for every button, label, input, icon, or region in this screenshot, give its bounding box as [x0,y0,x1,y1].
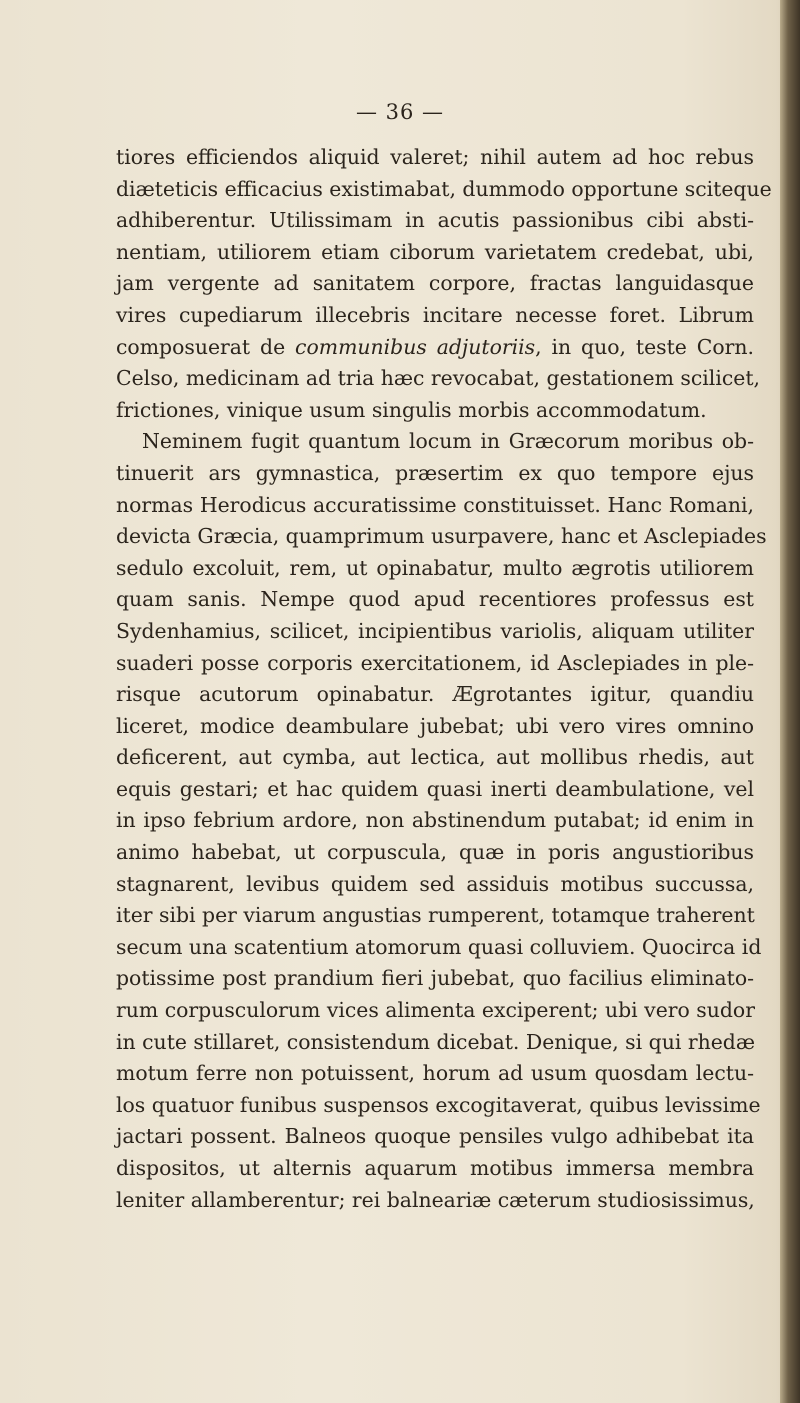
text-line: diæteticis efficacius existimabat, dummodo opportune sciteque [116,176,772,201]
text-line: rum corpusculorum vices alimenta exciperent; ubi vero sudor [116,998,755,1023]
body-text [116,142,772,1216]
text-line: jactari possent. Balneos quoque pensiles vulgo adhibebat ita [116,1124,754,1149]
page-number: — 36 — [355,100,445,124]
text-line: frictiones, vinique usum singulis morbis accommodatum. [116,397,707,422]
text-line: liceret, modice deambulare jubebat; ubi vero vires omnino [116,713,754,738]
text-line: iter sibi per viarum angustias rumperent, totamque traherent [116,903,755,928]
text-line: suaderi posse corporis exercitationem, id Asclepiades in ple- [116,650,754,675]
book-title: communibus adjutoriis [295,334,536,359]
text-line: potissime post prandium fieri jubebat, quo facilius eliminato- [116,966,754,991]
text-line: tiores efficiendos aliquid valeret; nihil autem ad hoc rebus [116,145,754,169]
text-line: motum ferre non potuissent, horum ad usum quosdam lectu- [116,1061,754,1086]
text-line: equis gestari; et hac quidem quasi inerti deambulatione, vel [116,776,754,801]
text-line: quam sanis. Nempe quod apud recentiores professus est [116,587,754,612]
text-line: stagnarent, levibus quidem sed assiduis motibus succussa, [116,871,754,896]
text-line: los quatuor funibus suspensos excogitaverat, quibus levissime [116,1092,761,1117]
text-line-with-title [116,332,754,364]
text-line: tinuerit ars gymnastica, præsertim ex quo tempore ejus [116,460,754,485]
text-line: deficerent, aut cymba, aut lectica, aut mollibus rhedis, aut [116,745,754,770]
text-line: secum una scatentium atomorum quasi colluviem. Quocirca id [116,934,762,959]
text-line: Celso, medicinam ad tria hæc revocabat, gestationem scilicet, [116,366,761,391]
text-line: in cute stillaret, consistendum dicebat. Denique, si qui rhedæ [116,1029,755,1054]
text-line: in ipso febrium ardore, non abstinendum putabat; id enim in [116,808,754,833]
text-line: adhiberentur. Utilissimam in acutis passionibus cibi absti- [116,208,754,233]
text-line: dispositos, ut alternis aquarum motibus immersa membra [116,1156,754,1180]
page-edge-shadow [780,0,800,1403]
text-line: risque acutorum opinabatur. Ægrotantes igitur, quandiu [116,682,754,707]
text-line: Sydenhamius, scilicet, incipientibus variolis, aliquam utiliter [116,618,754,643]
text-line: jam vergente ad sanitatem corpore, fractas languidasque [116,271,754,296]
text-line: devicta Græcia, quamprimum usurpavere, hanc et Asclepiades [116,524,767,549]
text-line: animo habebat, ut corpuscula, quæ in poris angustioribus [116,840,754,865]
text-run: composuerat de [116,334,286,359]
text-line: sedulo excoluit, rem, ut opinabatur, multo ægrotis utiliorem [116,555,754,580]
paragraph-start-line: Neminem fugit quantum locum in Græcorum moribus ob- [142,429,754,454]
text-line: leniter allamberentur; rei balneariæ cæterum studiosissimus, [116,1187,755,1212]
text-run: , in quo, teste Corn. [535,334,754,359]
text-line: vires cupediarum illecebris incitare necesse foret. Librum [116,302,754,327]
text-line: nentiam, utiliorem etiam ciborum varietatem credebat, ubi, [116,239,754,264]
text-line: normas Herodicus accuratissime constituisset. Hanc Romani, [116,492,754,517]
